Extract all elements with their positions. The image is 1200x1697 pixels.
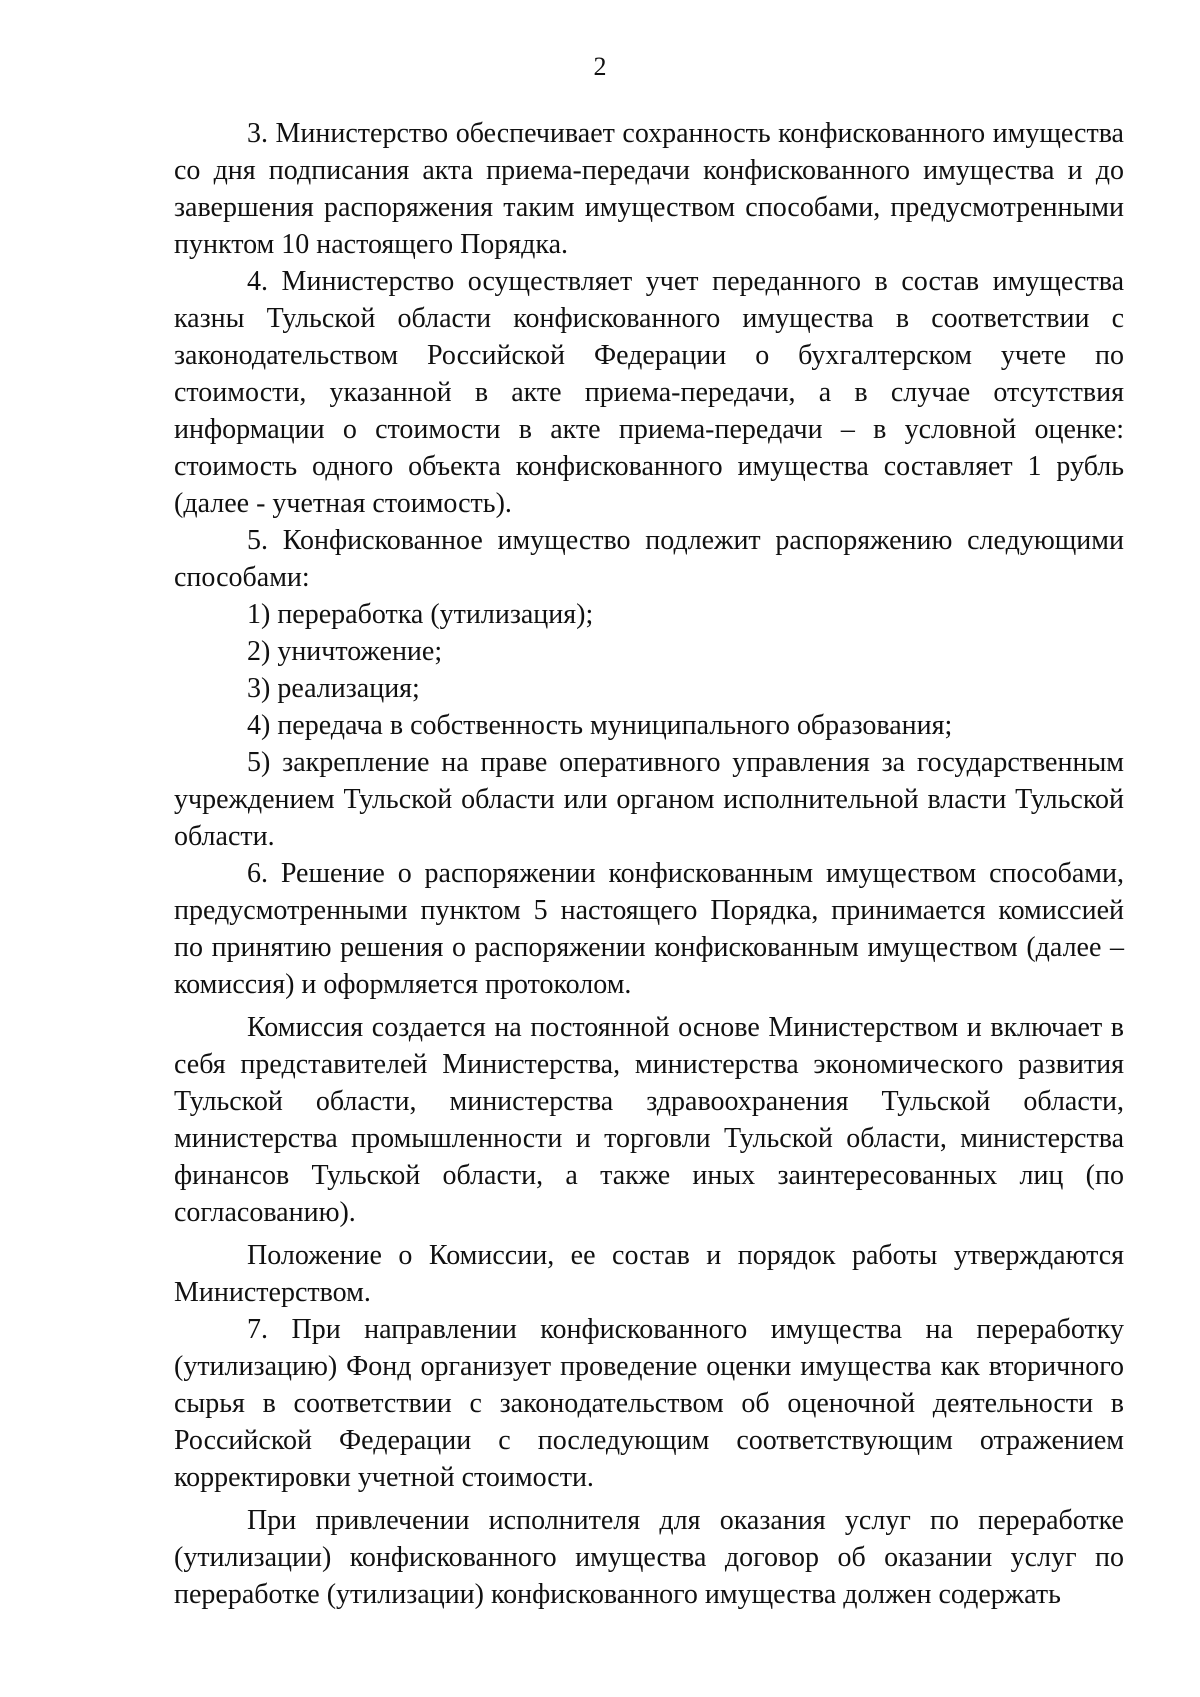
list-item-5: 5) закрепление на праве оперативного управления за государственным учреждением Тульской области или органом исполнительной власти Тульской области. [174, 747, 1124, 852]
page-number: 2 [593, 52, 607, 81]
document-body [174, 115, 1124, 1613]
paragraph-contractor: При привлечении исполнителя для оказания услуг по переработке (утилизации) конфискованного имущества договор об оказании услуг по переработке (утилизации) конфискованного имущества должен содержать [174, 1505, 1124, 1610]
list-item-3: 3) реализация; [247, 673, 420, 704]
paragraph-5: 5. Конфискованное имущество подлежит распоряжению следующими способами: [174, 525, 1124, 593]
paragraph-6: 6. Решение о распоряжении конфискованным имуществом способами, предусмотренными пунктом 5 настоящего Порядка, принимается комиссией по принятию решения о распоряжении конфискованным имуществом (далее – комиссия) и оформляется протоколом. [174, 858, 1124, 1000]
list-item-2: 2) уничтожение; [247, 636, 443, 667]
paragraph-7: 7. При направлении конфискованного имущества на переработку (утилизацию) Фонд организует проведение оценки имущества как вторичного сырья в соответствии с законодательством об оценочной деятельности в Российской Федерации с последующим соответствующим отражением корректировки учетной стоимости. [174, 1314, 1124, 1493]
paragraph-commission-regulation: Положение о Комиссии, ее состав и порядок работы утверждаются Министерством. [174, 1240, 1124, 1308]
paragraph-4: 4. Министерство осуществляет учет переданного в состав имущества казны Тульской области конфискованного имущества в соответствии с законодательством Российской Федерации о бухгалтерском учете по стоимости, указанной в акте приема-передачи, а в случае отсутствия информации о стоимости в акте приема-передачи – в условной оценке: стоимость одного объекта конфискованного имущества составляет 1 рубль (далее - учетная стоимость). [174, 266, 1124, 519]
paragraph-commission: Комиссия создается на постоянной основе Министерством и включает в себя представителей Министерства, министерства экономического развития Тульской области, министерства здравоохранения Тульской области, министерства промышленности и торговли Тульской области, министерства финансов Тульской области, а также иных заинтересованных лиц (по согласованию). [174, 1012, 1124, 1228]
list-item-4: 4) передача в собственность муниципального образования; [247, 710, 953, 741]
list-item-1: 1) переработка (утилизация); [247, 599, 594, 630]
paragraph-3: 3. Министерство обеспечивает сохранность конфискованного имущества со дня подписания акта приема-передачи конфискованного имущества и до завершения распоряжения таким имуществом способами, предусмотренными пунктом 10 настоящего Порядка. [174, 118, 1124, 260]
